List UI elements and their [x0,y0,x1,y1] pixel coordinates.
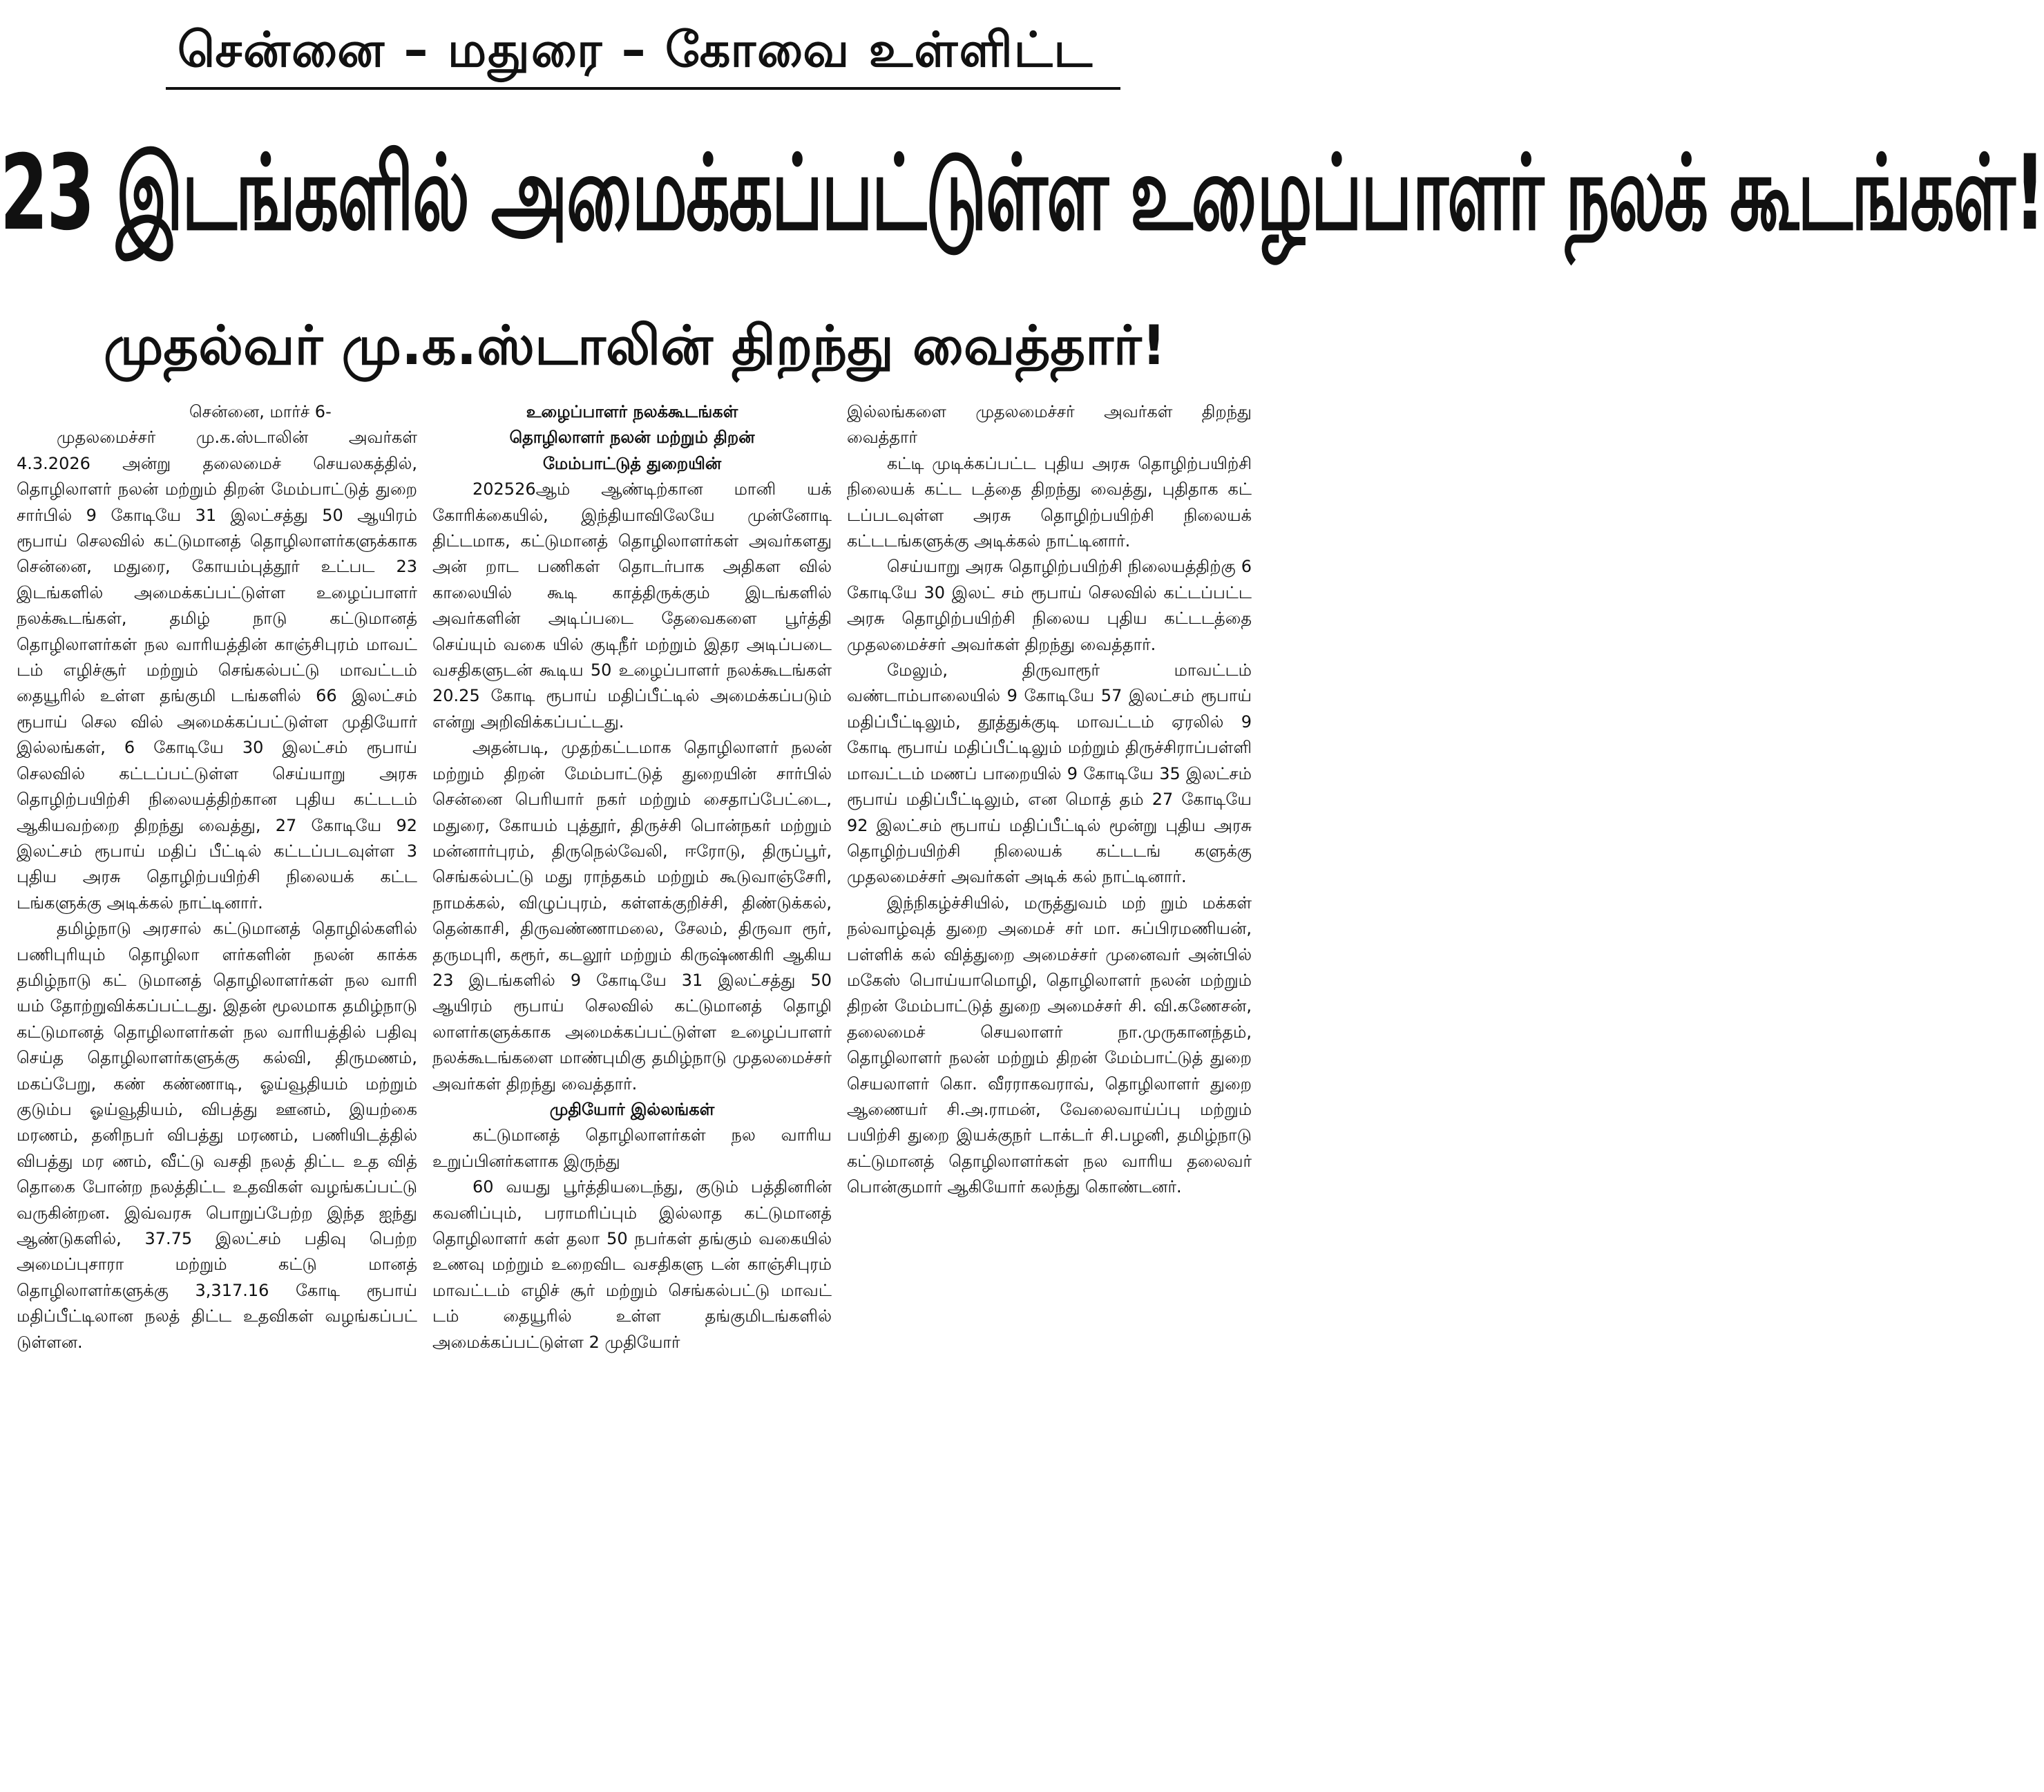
paragraph: 60 வயது பூர்த்தியடைந்து, குடும் பத்தினரின் கவனிப்பும், பராமரிப்பும் இல்லாத கட்டுமானத் தொழிலாளர் கள் தலா 50 நபர்கள் தங்கும் வகையில் உணவு மற்றும் உறைவிட வசதிகளு டன் காஞ்சிபுரம் மாவட்டம் எழிச் சூர் மற்றும் செங்கல்பட்டு மாவட் டம் தையூரில் உள்ள தங்குமிடங்களில் அமைக்கப்பட்டுள்ள 2 முதியோர் [432,1177,832,1352]
paragraph: இல்லங்களை முதலமைச்சர் அவர்கள் திறந்து வைத்தார் [847,402,1252,448]
paragraph: கட்டுமானத் தொழிலாளர்கள் நல வாரிய உறுப்பினர்களாக இருந்து [432,1125,832,1171]
paragraph: அதன்படி, முதற்கட்டமாக தொழிலாளர் நலன் மற்றும் திறன் மேம்பாட்டுத் துறையின் சார்பில் சென்னை பெரியார் நகர் மற்றும் சைதாப்பேட்டை, மதுரை, கோயம் புத்தூர், திருச்சி பொன்நகர் மற்றும் மன்னார்புரம், திருநெல்வேலி, ஈரோடு, திருப்பூர், செங்கல்பட்டு மது ராந்தகம் மற்றும் கூடுவாஞ்சேரி, நாமக்கல், விழுப்புரம், கள்ளக்குறிச்சி, திண்டுக்கல், தென்காசி, திருவண்ணாமலை, சேலம், திருவா ரூர், தருமபுரி, கரூர், கடலூர் மற்றும் கிருஷ்ணகிரி ஆகிய 23 இடங்களில் 9 கோடியே 31 இலட்சத்து 50 ஆயிரம் ரூபாய் செலவில் கட்டுமானத் தொழி லாளர்களுக்காக அமைக்கப்பட்டுள்ள உழைப்பாளர் நலக்கூடங்களை மாண்புமிகு தமிழ்நாடு முதலமைச்சர் அவர்கள் திறந்து வைத்தார். [432,738,832,1094]
article-column-1 [17,399,417,1781]
article-column-2 [432,399,832,1781]
section-heading: தொழிலாளர் நலன் மற்றும் திறன் [509,428,755,448]
paragraph: தமிழ்நாடு அரசால் கட்டுமானத் தொழில்களில் பணிபுரியும் தொழிலா ளர்களின் நலன் காக்க தமிழ்நாடு கட் டுமானத் தொழிலாளர்கள் நல வாரி யம் தோற்றுவிக்கப்பட்டது. இதன் மூலமாக தமிழ்நாடு கட்டுமானத் தொழிலாளர்கள் நல வாரியத்தில் பதிவு செய்த தொழிலாளர்களுக்கு கல்வி, திருமணம், மகப்பேறு, கண் கண்ணாடி, ஓய்வூதியம் மற்றும் குடும்ப ஓய்வூதியம், விபத்து ஊனம், இயற்கை மரணம், தனிநபர் விபத்து மரணம், பணியிடத்தில் விபத்து மர ணம், வீட்டு வசதி நலத் திட்ட உத வித் தொகை போன்ற நலத்திட்ட உதவிகள் வழங்கப்பட்டு வருகின்றன. இவ்வரசு பொறுப்பேற்ற இந்த ஐந்து ஆண்டுகளில், 37.75 இலட்சம் பதிவு பெற்ற அமைப்புசாரா மற்றும் கட்டு மானத் தொழிலாளர்களுக்கு 3,317.16 கோடி ரூபாய் மதிப்பீட்டிலான நலத் திட்ட உதவிகள் வழங்கப்பட் டுள்ளன. [17,919,417,1352]
main-headline: 23 இடங்களில் அமைக்கப்பட்டுள்ள உழைப்பாளர் நலக் கூடங்கள்! [0,132,2044,254]
section-heading: முதியோர் இல்லங்கள் [549,1099,715,1119]
paragraph: செய்யாறு அரசு தொழிற்பயிற்சி நிலையத்திற்கு 6 கோடியே 30 இலட் சம் ரூபாய் செலவில் கட்டப்பட்ட அரசு தொழிற்பயிற்சி நிலைய புதிய கட்டடத்தை முதலமைச்சர் அவர்கள் திறந்து வைத்தார். [847,557,1252,654]
paragraph: இந்நிகழ்ச்சியில், மருத்துவம் மற் றும் மக்கள் நல்வாழ்வுத் துறை அமைச் சர் மா. சுப்பிரமணியன், பள்ளிக் கல் வித்துறை அமைச்சர் முனைவர் அன்பில் மகேஸ் பொய்யாமொழி, தொழிலாளர் நலன் மற்றும் திறன் மேம்பாட்டுத் துறை அமைச்சர் சி. வி.கணேசன், தலைமைச் செயலாளர் நா.முருகானந்தம், தொழிலாளர் நலன் மற்றும் திறன் மேம்பாட்டுத் துறை செயலாளர் கொ. வீரராகவராவ், தொழிலாளர் துறை ஆணையர் சி.அ.ராமன், வேலைவாய்ப்பு மற்றும் பயிற்சி துறை இயக்குநர் டாக்டர் சி.பழனி, தமிழ்நாடு கட்டுமானத் தொழிலாளர்கள் நல வாரிய தலைவர் பொன்குமார் ஆகியோர் கலந்து கொண்டனர். [847,893,1252,1197]
section-heading: மேம்பாட்டுத் துறையின் [542,453,722,473]
paragraph: மேலும், திருவாரூர் மாவட்டம் வண்டாம்பாலையில் 9 கோடியே 57 இலட்சம் ரூபாய் மதிப்பீட்டிலும், தூத்துக்குடி மாவட்டம் ஏரலில் 9 கோடி ரூபாய் மதிப்பீட்டிலும் மற்றும் திருச்சிராப்பள்ளி மாவட்டம் மணப் பாறையில் 9 கோடியே 35 இலட்சம் ரூபாய் மதிப்பீட்டிலும், என மொத் தம் 27 கோடியே 92 இலட்சம் ரூபாய் மதிப்பீட்டில் மூன்று புதிய அரசு தொழிற்பயிற்சி நிலையக் கட்டடங் களுக்கு முதலமைச்சர் அவர்கள் அடிக் கல் நாட்டினார். [847,660,1252,887]
sub-headline: முதல்வர் மு.க.ஸ்டாலின் திறந்து வைத்தார்! [103,315,1167,377]
dateline: சென்னை, மார்ச் 6- [189,402,332,421]
article-column-3 [847,399,1252,1781]
paragraph: கட்டி முடிக்கப்பட்ட புதிய அரசு தொழிற்பயிற்சி நிலையக் கட்ட டத்தை திறந்து வைத்து, புதிதாக கட் டப்படவுள்ள அரசு தொழிற்பயிற்சி நிலையக் கட்டடங்களுக்கு அடிக்கல் நாட்டினார். [847,453,1252,551]
paragraph: முதலமைச்சர் மு.க.ஸ்டாலின் அவர்கள் 4.3.2026 அன்று தலைமைச் செயலகத்தில், தொழிலாளர் நலன் மற்றும் திறன் மேம்பாட்டுத் துறை சார்பில் 9 கோடியே 31 இலட்சத்து 50 ஆயிரம் ரூபாய் செலவில் கட்டுமானத் தொழிலாளர்களுக்காக சென்னை, மதுரை, கோயம்புத்தூர் உட்பட 23 இடங்களில் அமைக்கப்பட்டுள்ள உழைப்பாளர் நலக்கூடங்கள், தமிழ் நாடு கட்டுமானத் தொழிலாளர்கள் நல வாரியத்தின் காஞ்சிபுரம் மாவட் டம் எழிச்சூர் மற்றும் செங்கல்பட்டு மாவட்டம் தையூரில் உள்ள தங்குமி டங்களில் 66 இலட்சம் ரூபாய் செல வில் அமைக்கப்பட்டுள்ள முதியோர் இல்லங்கள், 6 கோடியே 30 இலட்சம் ரூபாய் செலவில் கட்டப்பட்டுள்ள செய்யாறு அரசு தொழிற்பயிற்சி நிலையத்திற்கான புதிய கட்டடம் ஆகியவற்றை திறந்து வைத்து, 27 கோடியே 92 இலட்சம் ரூபாய் மதிப் பீட்டில் கட்டப்படவுள்ள 3 புதிய அரசு தொழிற்பயிற்சி நிலையக் கட்ட டங்களுக்கு அடிக்கல் நாட்டினார். [17,428,417,913]
paragraph: 202526ஆம் ஆண்டிற்கான மானி யக் கோரிக்கையில், இந்தியாவிலேயே முன்னோடி திட்டமாக, கட்டுமானத் தொழிலாளர்கள் அவர்களது அன் றாட பணிகள் தொடர்பாக அதிகள வில் காலையில் கூடி காத்திருக்கும் இடங்களில் அவர்களின் அடிப்படை தேவைகளை பூர்த்தி செய்யும் வகை யில் குடிநீர் மற்றும் இதர அடிப்படை வசதிகளுடன் கூடிய 50 உழைப்பாளர் நலக்கூடங்கள் 20.25 கோடி ரூபாய் மதிப்பீட்டில் அமைக்கப்படும் என்று அறிவிக்கப்பட்டது. [432,479,832,732]
kicker-headline: சென்னை – மதுரை – கோவை உள்ளிட்ட [177,21,1094,78]
section-heading: உழைப்பாளர் நலக்கூடங்கள் [526,402,738,421]
